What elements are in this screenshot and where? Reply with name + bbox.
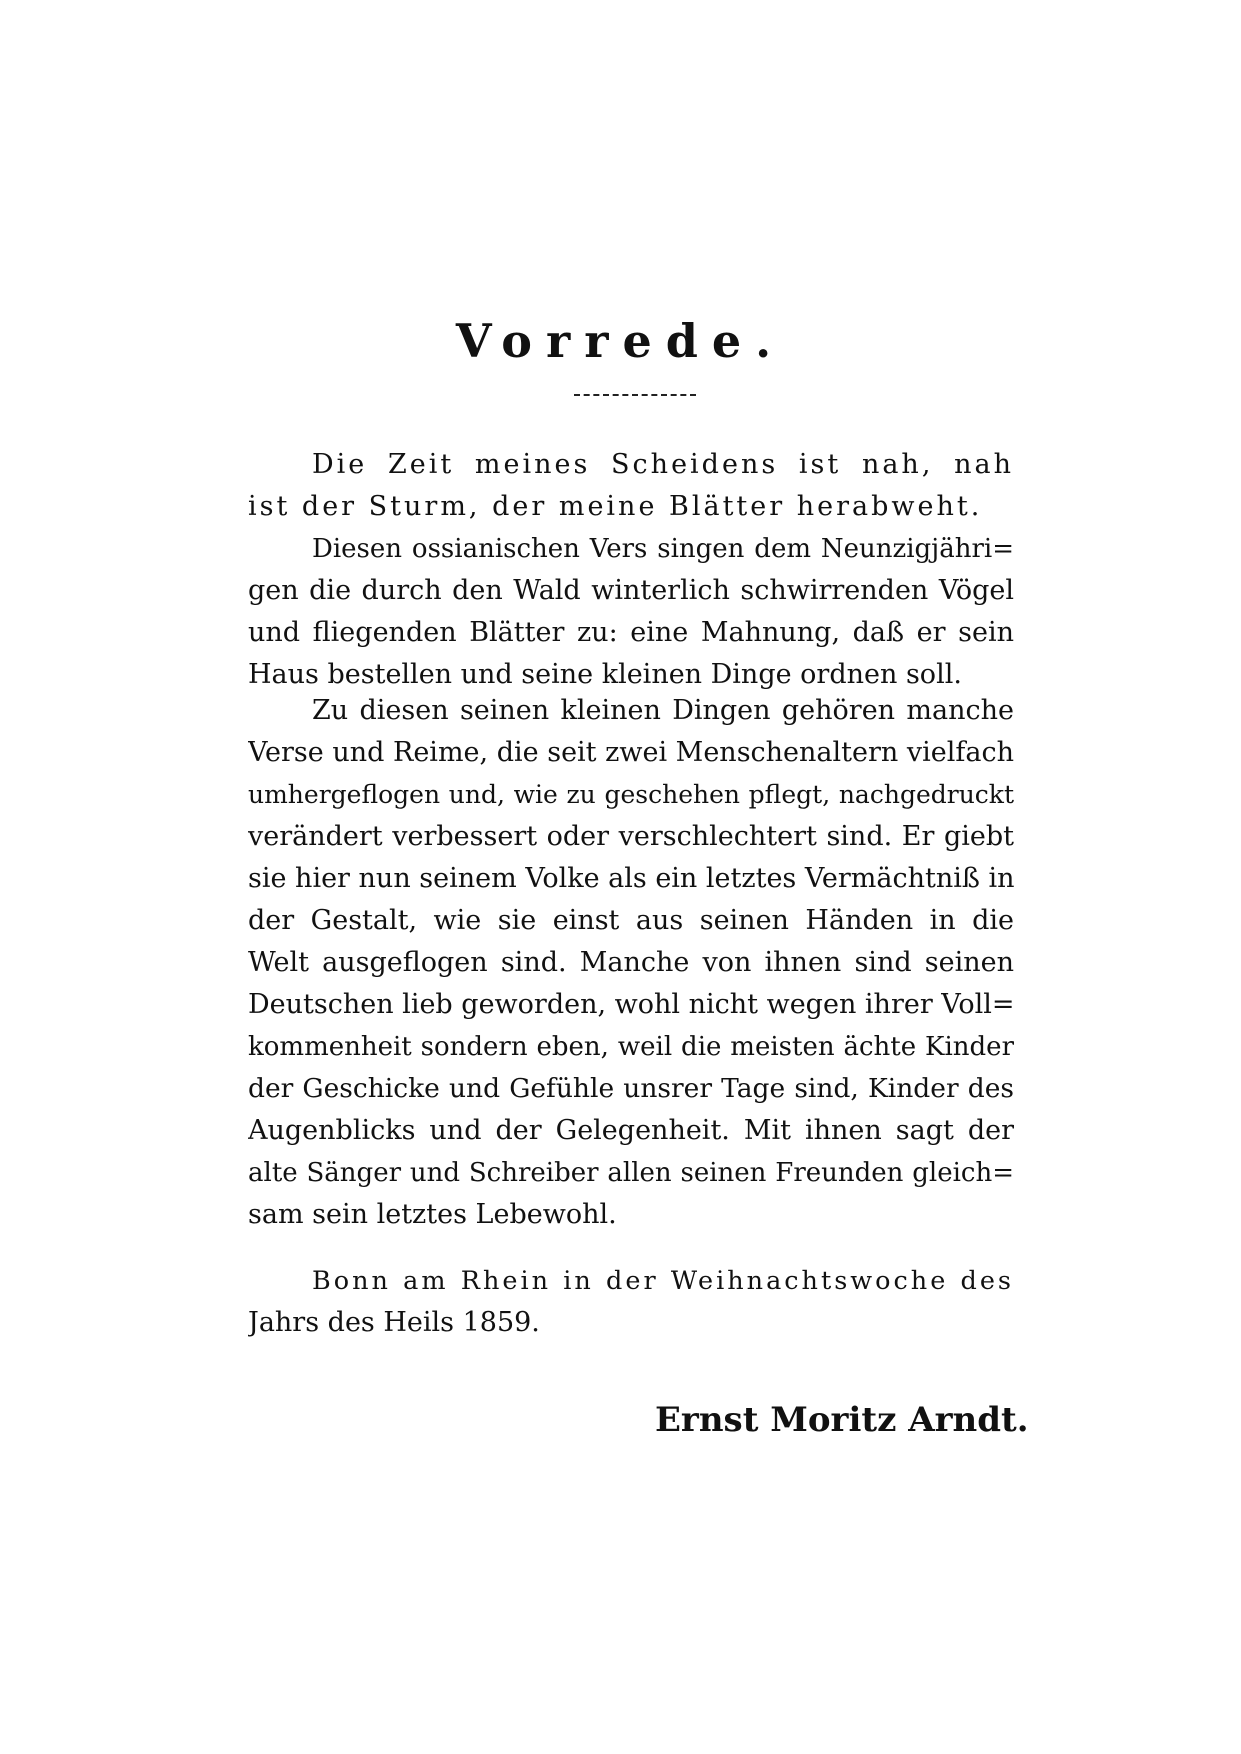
paragraph-ossian-verse <box>248 528 1014 696</box>
text-line: der Gestalt, wie sie einst aus seinen Händen in die <box>248 905 1014 936</box>
text-line: Verse und Reime, die seit zwei Menschenaltern vielfach <box>248 737 1014 768</box>
title-divider <box>574 394 696 396</box>
text-line: Deutschen lieb geworden, wohl nicht wegen ihrer Voll= <box>248 989 1014 1020</box>
text-line: Diesen ossianischen Vers singen dem Neunzigjähri= <box>312 534 1014 564</box>
text-line: Augenblicks und der Gelegenheit. Mit ihnen sagt der <box>248 1115 1014 1146</box>
text-line: ist der Sturm, der meine Blätter herabweht. <box>248 491 983 522</box>
paragraph-small-things <box>248 690 1014 1236</box>
text-line: alte Sänger und Schreiber allen seinen Freunden gleich= <box>248 1158 1014 1188</box>
text-line: Welt ausgeflogen sind. Manche von ihnen sind seinen <box>248 947 1014 978</box>
text-line: kommenheit sondern eben, weil die meisten ächte Kinder <box>248 1032 1014 1062</box>
text-line: und fliegenden Blätter zu: eine Mahnung, daß er sein <box>248 617 1014 648</box>
text-line: sie hier nun seinem Volke als ein letztes Vermächtniß in <box>248 863 1014 894</box>
author-signature: Ernst Moritz Arndt. <box>655 1400 1029 1440</box>
text-line: sam sein letztes Lebewohl. <box>248 1199 617 1230</box>
text-line: Bonn am Rhein in der Weihnachtswoche des <box>312 1266 1014 1296</box>
text-line: Die Zeit meines Scheidens ist nah, nah <box>312 449 1014 480</box>
text-line: gen die durch den Wald winterlich schwirrenden Vögel <box>248 575 1014 606</box>
paragraph-place-date <box>248 1260 1014 1344</box>
paragraph-opening-verse <box>248 444 1014 528</box>
text-line: verändert verbessert oder verschlechtert sind. Er giebt <box>248 821 1014 852</box>
page-title: Vorrede. <box>455 314 786 368</box>
text-line: Haus bestellen und seine kleinen Dinge ordnen soll. <box>248 659 962 690</box>
text-line: Zu diesen seinen kleinen Dingen gehören manche <box>312 695 1014 726</box>
text-line: Jahrs des Heils 1859. <box>248 1307 540 1338</box>
text-line: der Geschicke und Gefühle unsrer Tage sind, Kinder des <box>248 1073 1014 1104</box>
text-line: umhergeflogen und, wie zu geschehen pflegt, nachgedruckt <box>248 780 1014 809</box>
